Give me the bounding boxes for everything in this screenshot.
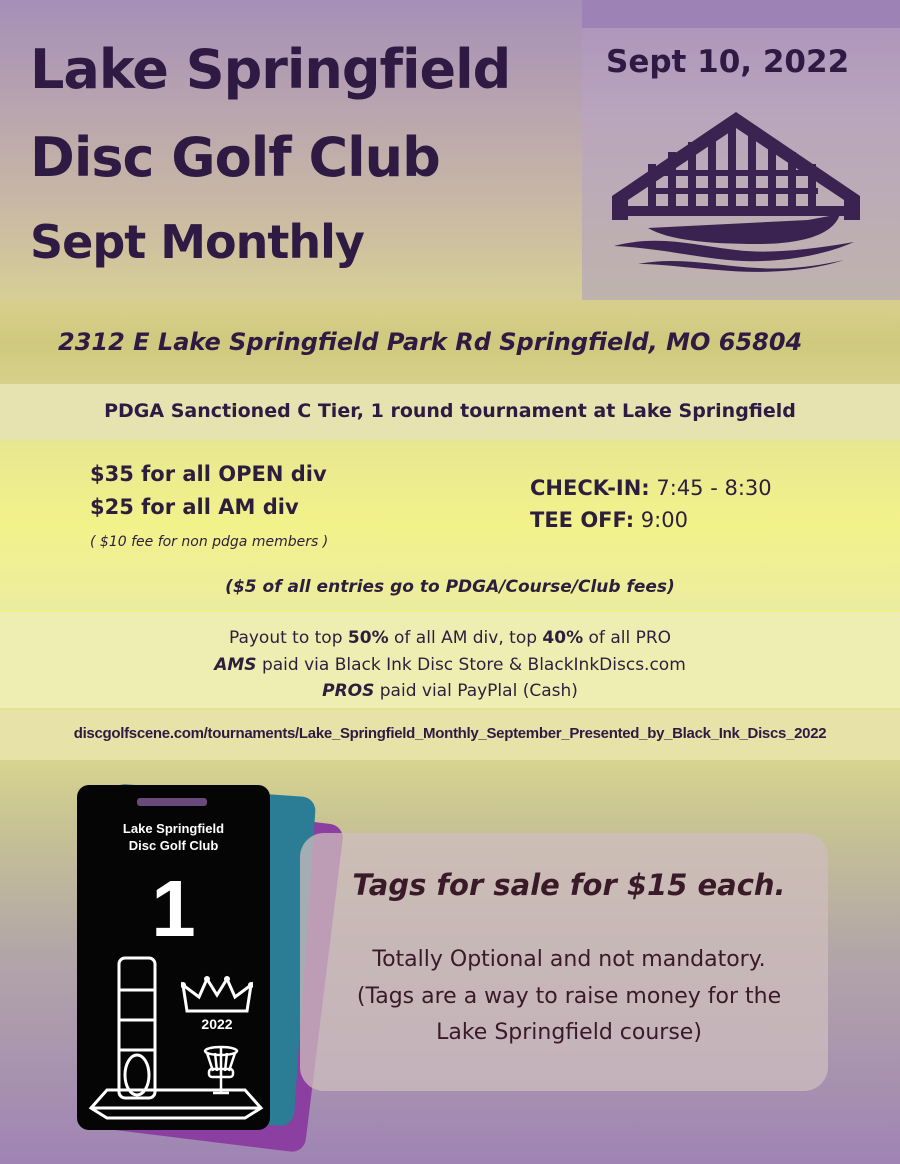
entries-note: ($5 of all entries go to PDGA/Course/Club fees) (225, 577, 675, 597)
tag-lanyard-slot (137, 798, 207, 806)
event-date: Sept 10, 2022 (606, 44, 850, 80)
check-in-time (530, 476, 772, 500)
tower-icon (87, 950, 267, 1125)
tag-name-line-2: Disc Golf Club (128, 838, 219, 853)
tee-off-label: TEE OFF: (530, 508, 635, 532)
payout-line-2 (0, 655, 900, 675)
ams-payout-method: paid via Black Ink Disc Store & BlackInkDiscs.com (256, 655, 686, 675)
am-payout-percent: 50% (347, 628, 389, 648)
pros-payout-method: paid vial PayPlal (Cash) (374, 681, 578, 701)
tee-off-value: 9:00 (634, 508, 688, 532)
tournament-url[interactable]: discgolfscene.com/tournaments/Lake_Springfield_Monthly_September_Presented_by_Black_Ink_Discs_2022 (73, 725, 827, 742)
tag-club-name (77, 820, 270, 854)
non-member-fee: ( $10 fee for non pdga members ) (90, 534, 329, 550)
payout-text: of all AM div, top (388, 628, 543, 648)
date-panel-top-bar (582, 0, 900, 28)
pros-label: PROS (322, 681, 375, 701)
boathouse-logo-icon (608, 108, 864, 273)
title-line-2: Disc Golf Club (30, 126, 440, 189)
payout-line-3 (0, 681, 900, 701)
sanction-text: PDGA Sanctioned C Tier, 1 round tournament at Lake Springfield (104, 400, 796, 422)
tag-name-line-1: Lake Springfield (122, 821, 225, 836)
optional-line-3: Lake Springfield course) (436, 1020, 702, 1045)
check-in-value: 7:45 - 8:30 (649, 476, 772, 500)
ams-label: AMS (214, 655, 257, 675)
pro-payout-percent: 40% (542, 628, 584, 648)
disc-golf-basket-icon (201, 1045, 241, 1095)
title-line-3: Sept Monthly (30, 215, 364, 269)
tee-off-time (530, 508, 688, 532)
payout-text: of all PRO (583, 628, 672, 648)
tag-number: 1 (151, 864, 196, 953)
check-in-label: CHECK-IN: (530, 476, 650, 500)
am-fee: $25 for all AM div (90, 495, 299, 519)
tag-card-front (77, 785, 270, 1130)
optional-line-2: (Tags are a way to raise money for the (356, 984, 782, 1009)
event-address: 2312 E Lake Springfield Park Rd Springfield, MO 65804 (58, 328, 803, 356)
open-fee: $35 for all OPEN div (90, 462, 327, 486)
payout-text: Payout to top (228, 628, 348, 648)
tag-sale-headline: Tags for sale for $15 each. (352, 868, 786, 902)
tag-year: 2022 (201, 1016, 233, 1032)
title-line-1: Lake Springfield (30, 38, 511, 101)
optional-line-1: Totally Optional and not mandatory. (372, 947, 766, 972)
payout-line-1 (0, 628, 900, 648)
